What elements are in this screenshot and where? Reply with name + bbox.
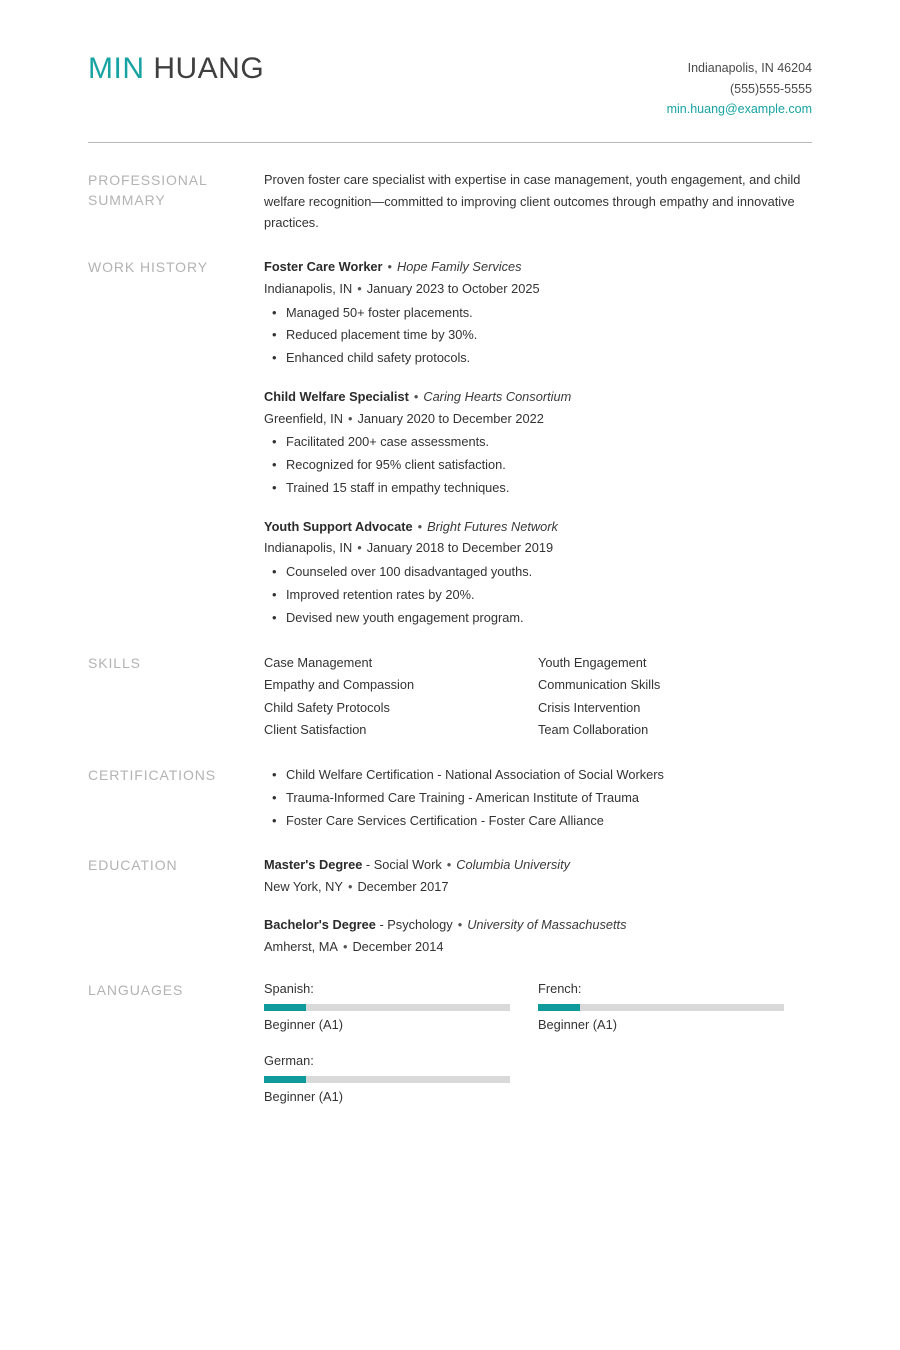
education-field: - Psychology — [379, 916, 453, 932]
work-entry — [264, 516, 812, 630]
job-bullet: • Managed 50+ foster placements. — [286, 302, 812, 325]
skills-column-right — [538, 652, 812, 743]
section-skills — [88, 652, 812, 743]
job-bullet: • Recognized for 95% client satisfaction. — [286, 454, 812, 477]
section-certifications — [88, 764, 812, 832]
language-entry — [538, 979, 812, 1035]
skill-item: Communication Skills — [538, 677, 661, 693]
job-bullet: • Reduced placement time by 30%. — [286, 324, 812, 347]
summary-text: Proven foster care specialist with expertise in case management, youth engagement, and child welfare recognition—committed to improving client outcomes through empathy and innovative practices. — [264, 171, 801, 231]
job-title: Child Welfare Specialist — [264, 388, 409, 404]
language-level: Beginner (A1) — [264, 1016, 343, 1032]
job-bullet: • Trained 15 staff in empathy techniques. — [286, 477, 812, 500]
job-bullet-list — [264, 561, 812, 629]
section-education — [88, 854, 812, 957]
certification-item: • Trauma-Informed Care Training - American Institute of Trauma — [286, 787, 812, 810]
section-work-history — [88, 256, 812, 629]
job-bullet-list — [264, 431, 812, 499]
education-degree: Master's Degree — [264, 857, 363, 873]
last-name: HUANG — [153, 52, 265, 85]
job-meta-separator-icon: • — [357, 280, 362, 296]
section-title-skills: SKILLS — [88, 654, 141, 671]
language-proficiency-bar — [538, 1004, 784, 1011]
contact-phone: (555)555-5555 — [729, 81, 812, 96]
section-title-education: EDUCATION — [88, 857, 178, 874]
language-entry — [264, 1051, 538, 1107]
contact-email-link[interactable]: min.huang@example.com — [666, 102, 812, 117]
job-company: Caring Hearts Consortium — [423, 388, 572, 404]
section-languages — [88, 979, 812, 1123]
header-divider — [88, 142, 812, 143]
education-school: Columbia University — [456, 857, 571, 873]
education-date: December 2014 — [352, 938, 444, 954]
job-meta-separator-icon: • — [347, 410, 353, 426]
job-separator-icon: • — [413, 388, 419, 404]
education-meta-separator-icon: • — [347, 879, 353, 895]
job-location: Greenfield, IN — [264, 410, 343, 426]
section-professional-summary — [88, 169, 812, 234]
skill-item: Case Management — [264, 654, 373, 670]
education-location: New York, NY — [264, 879, 343, 895]
education-location: Amherst, MA — [264, 938, 338, 954]
job-company: Bright Futures Network — [427, 518, 558, 534]
work-entry — [264, 256, 812, 370]
language-entry — [264, 979, 538, 1035]
education-date: December 2017 — [357, 879, 449, 895]
skill-item: Client Satisfaction — [264, 722, 367, 738]
job-bullet: • Counseled over 100 disadvantaged youths. — [286, 561, 812, 584]
job-separator-icon: • — [387, 259, 393, 275]
language-name: Spanish: — [264, 981, 314, 997]
language-proficiency-fill — [538, 1004, 580, 1011]
job-dates: January 2020 to December 2022 — [357, 410, 544, 426]
job-location: Indianapolis, IN — [264, 540, 353, 556]
language-name: German: — [264, 1053, 314, 1069]
certification-item: • Foster Care Services Certification - Foster Care Alliance — [286, 810, 812, 833]
language-level: Beginner (A1) — [538, 1016, 617, 1032]
education-school: University of Massachusetts — [467, 916, 627, 932]
contact-address: Indianapolis, IN 46204 — [687, 61, 812, 75]
certification-item: • Child Welfare Certification - National Association of Social Workers — [286, 764, 812, 787]
job-bullet: • Improved retention rates by 20%. — [286, 584, 812, 607]
skill-item: Empathy and Compassion — [264, 677, 415, 693]
section-title-summary: PROFESSIONAL SUMMARY — [88, 171, 208, 209]
job-dates: January 2023 to October 2025 — [366, 280, 540, 296]
job-company: Hope Family Services — [397, 259, 522, 275]
skill-item: Crisis Intervention — [538, 699, 641, 715]
education-separator-icon: • — [457, 916, 463, 932]
language-proficiency-bar — [264, 1076, 510, 1083]
job-bullet: • Enhanced child safety protocols. — [286, 347, 812, 370]
section-title-languages: LANGUAGES — [88, 982, 184, 999]
skill-item: Child Safety Protocols — [264, 699, 390, 715]
job-bullet: • Facilitated 200+ case assessments. — [286, 431, 812, 454]
language-level: Beginner (A1) — [264, 1088, 343, 1104]
job-separator-icon: • — [417, 518, 423, 534]
education-degree: Bachelor's Degree — [264, 916, 376, 932]
job-location: Indianapolis, IN — [264, 280, 353, 296]
skill-item: Youth Engagement — [538, 654, 647, 670]
language-proficiency-fill — [264, 1004, 306, 1011]
job-bullet: • Devised new youth engagement program. — [286, 607, 812, 630]
contact-block — [667, 52, 812, 120]
skill-item: Team Collaboration — [538, 722, 649, 738]
education-field: - Social Work — [365, 857, 442, 873]
section-title-certifications: CERTIFICATIONS — [88, 767, 216, 784]
resume-header — [88, 52, 812, 142]
job-bullet-list — [264, 302, 812, 370]
certification-list — [264, 764, 812, 832]
candidate-name — [88, 52, 264, 85]
language-proficiency-bar — [264, 1004, 510, 1011]
job-meta-separator-icon: • — [357, 540, 362, 556]
education-meta-separator-icon: • — [342, 938, 348, 954]
first-name: MIN — [88, 52, 145, 85]
job-title: Foster Care Worker — [264, 259, 383, 275]
work-entry — [264, 386, 812, 500]
skills-column-left — [264, 652, 538, 743]
job-title: Youth Support Advocate — [264, 518, 413, 534]
education-separator-icon: • — [446, 857, 452, 873]
section-title-work-history: WORK HISTORY — [88, 259, 208, 276]
job-dates: January 2018 to December 2019 — [366, 540, 554, 556]
language-name: French: — [538, 981, 582, 997]
education-entry — [264, 914, 812, 958]
education-entry — [264, 854, 812, 898]
language-proficiency-fill — [264, 1076, 306, 1083]
